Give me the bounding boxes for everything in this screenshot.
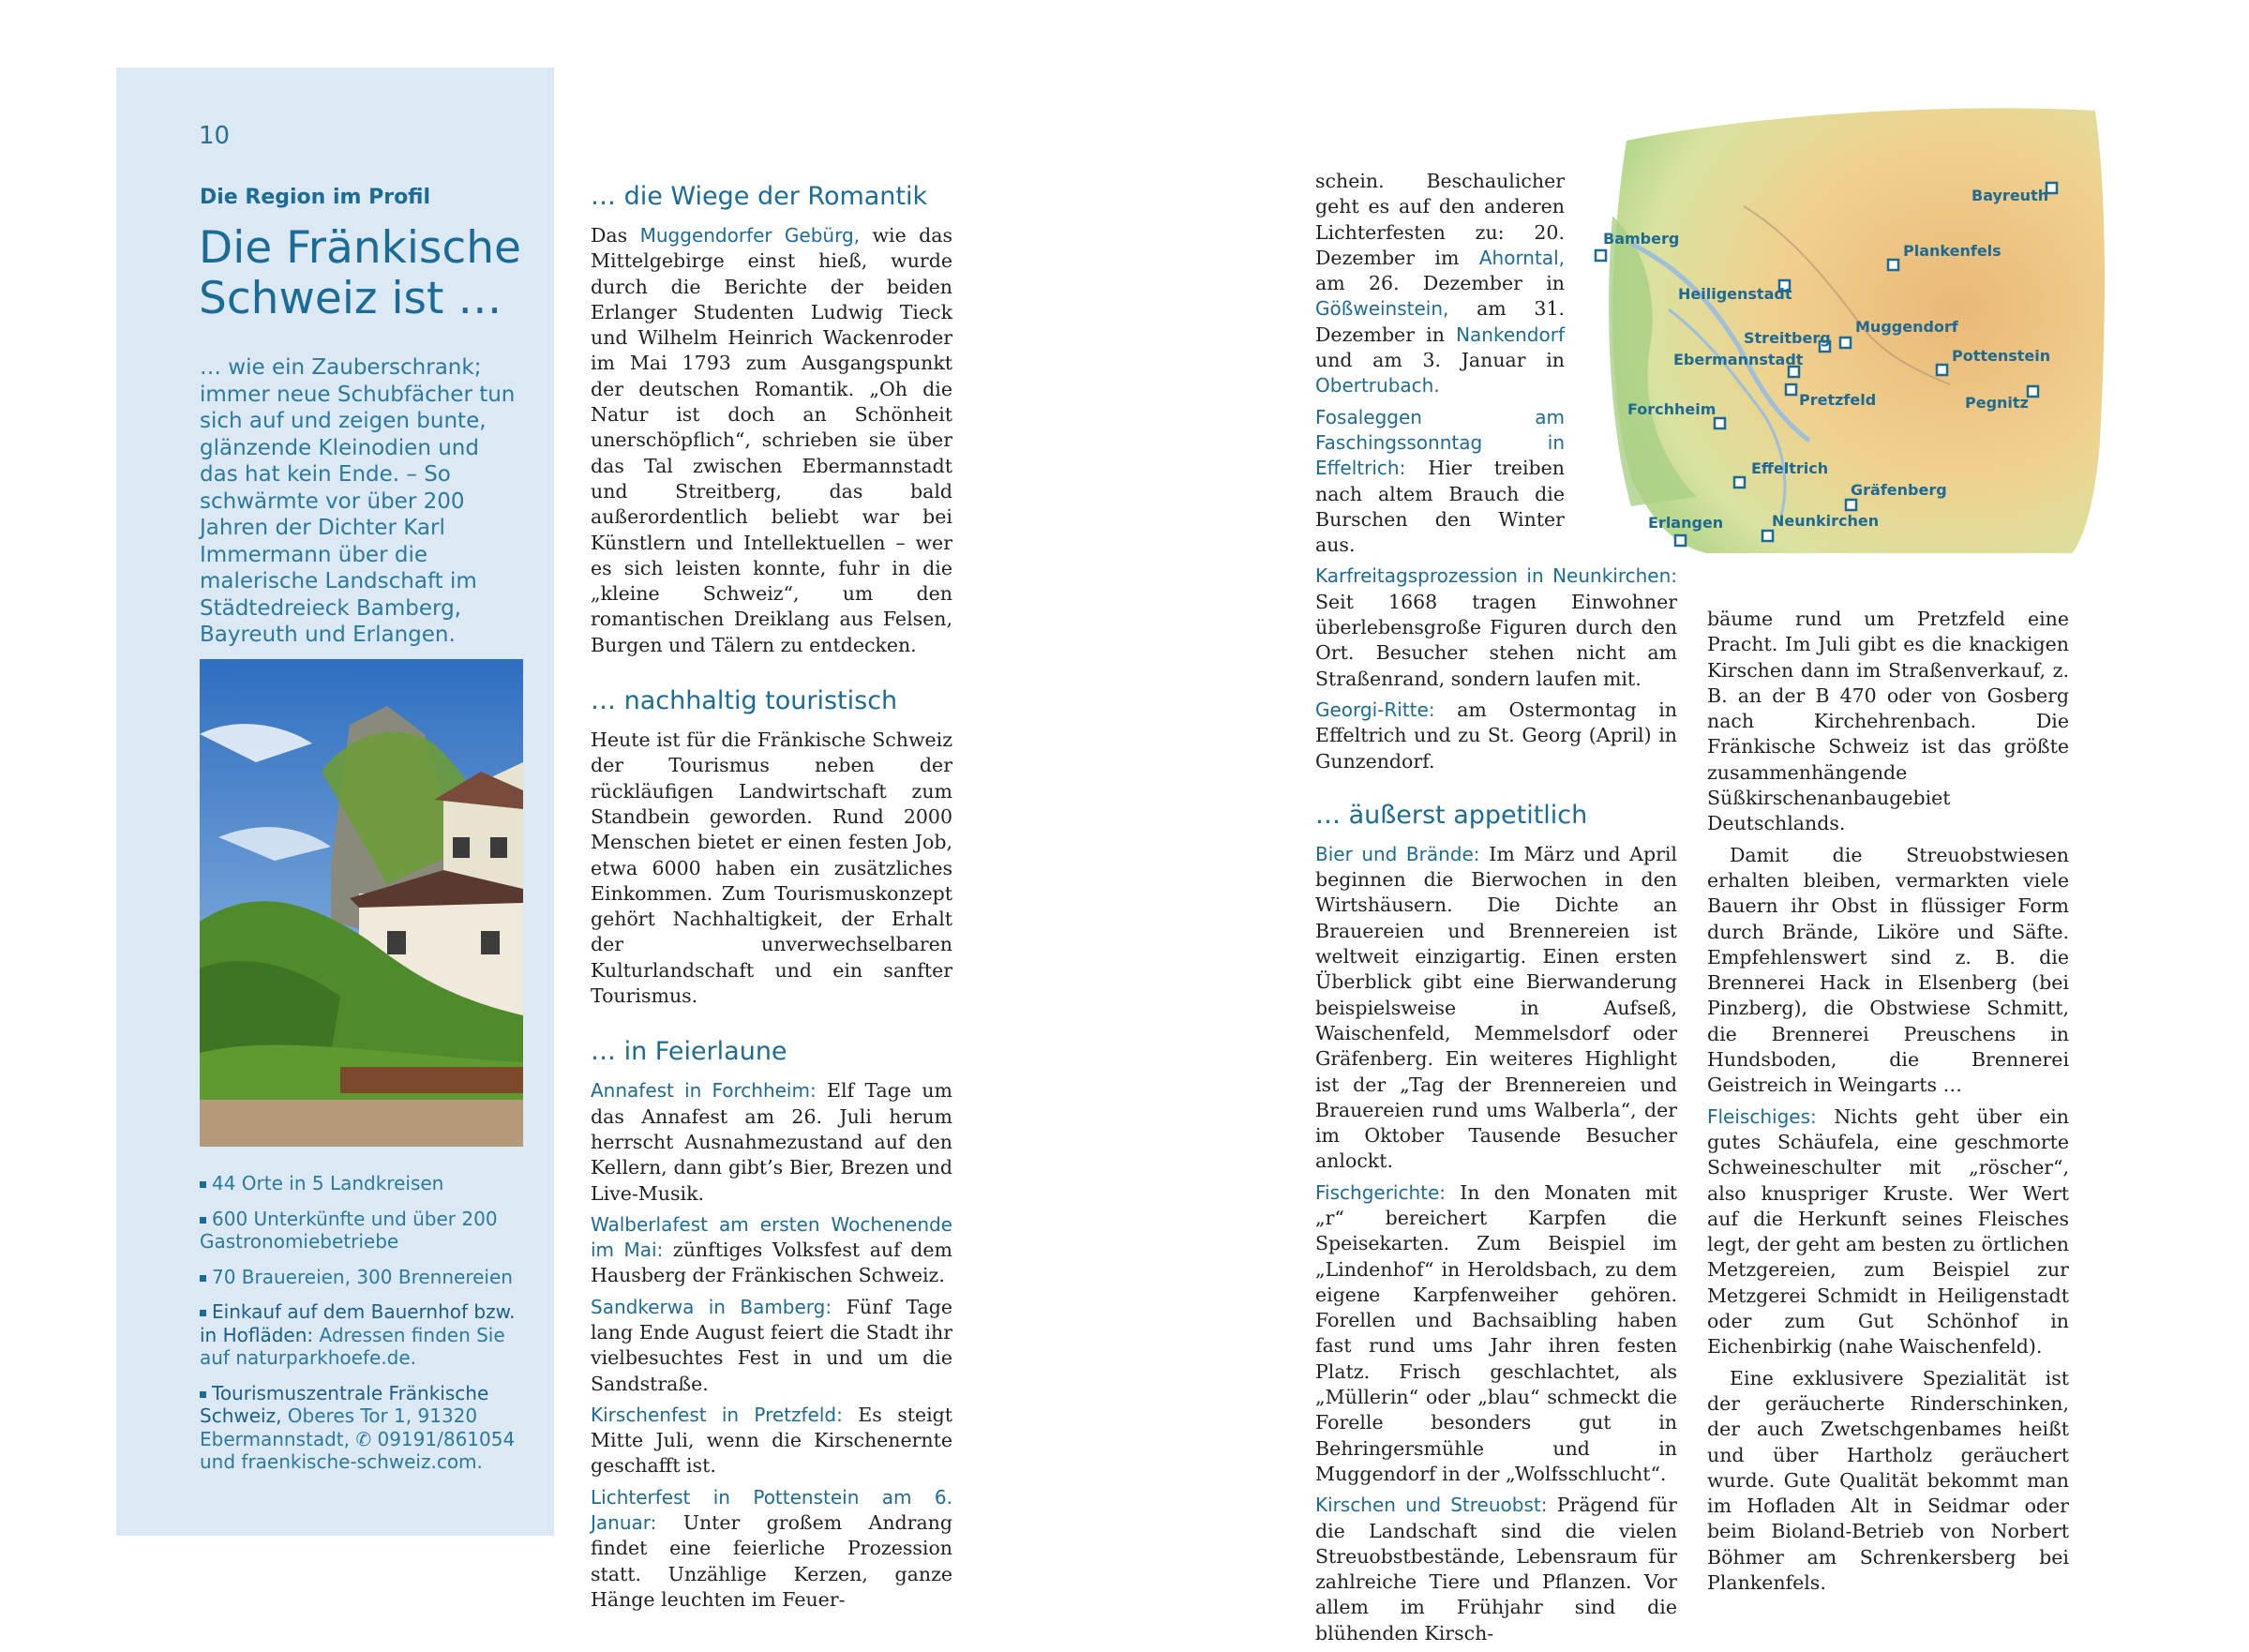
fact-item: 600 Unterkünfte und über 200 Gastronomiebetriebe <box>200 1207 498 1253</box>
fact-item: Tourismuszentrale Fränkische Schweiz, Oberes Tor 1, 91320 Ebermannstadt, ✆ 09191/861054 und fraenkische-schweiz.com. <box>200 1381 516 1473</box>
page-title: Die Fränkische Schweiz ist … <box>199 222 521 324</box>
svg-text:Heiligenstadt: Heiligenstadt <box>1678 285 1792 303</box>
event-item: Sandkerwa in Bamberg: Fünf Tage lang Ende August feiert die Stadt ihr vielbesuchtes Fest in und um die Sandstraße. <box>591 1295 953 1395</box>
fact-item: 44 Orte in 5 Landkreisen <box>200 1172 528 1195</box>
map-marker-bayreuth <box>1972 183 2057 204</box>
svg-text:Bamberg: Bamberg <box>1603 230 1680 248</box>
fact-item: 70 Brauereien, 300 Brennereien <box>200 1266 528 1289</box>
food-item: Kirschen und Streuobst: Prägend für die Landschaft sind die vielen Streuobstbestände, Lebensraum für zahlreiche Tiere und Pflanzen. Vor allem im Frühjahr sind die blühenden Kirsch- <box>1315 1494 1677 1644</box>
svg-text:Pegnitz: Pegnitz <box>1965 394 2029 412</box>
paragraph-romantik: Das Muggendorfer Gebürg, wie das Mittelgebirge einst hieß, wurde durch die Berichte der beiden Erlanger Studenten Ludwig Tieck und Wilhelm Heinrich Wackenroder im Mai 1793 zum Ausgangspunkt der deutschen Romantik. „Oh die Natur ist doch an Schönheit unerschöpflich“, schrieben sie über das Tal zwischen Ebermannstadt und Streitberg, das bald außerordentlich beliebt war bei Künstlern und Intellektuellen – wer es sich leisten konnte, fuhr in die „kleine Schweiz“, um den romantischen Dreiklang aus Felsen, Burgen und Tälern zu entdecken. <box>591 224 953 656</box>
landscape-photo <box>200 659 523 1147</box>
square-bullet-icon <box>200 1391 206 1398</box>
svg-text:Streitberg: Streitberg <box>1744 329 1831 347</box>
event-item: Walberlafest am ersten Wochenende im Mai: zünftiges Volksfest auf dem Hausberg der Fränkischen Schweiz. <box>591 1212 952 1287</box>
paragraph-streuobst: Damit die Streuobstwiesen erhalten bleiben, vermarkten viele Bauern ihr Obst in flüssiger Form durch Brände, Liköre und Säfte. Empfehlenswert sind z. B. die Brennerei Hack in Elsenberg (bei Pinzberg), die Obstwiese Schmitt, die Brennerei Preuschens in Hundsboden, die Brennerei Geistreich in Weingarts … <box>1707 843 2069 1097</box>
text-column-1 <box>591 182 952 1618</box>
event-item: Karfreitagsprozession in Neunkirchen: Seit 1668 tragen Einwohner überlebensgroße Figuren durch den Ort. Besucher stehen nicht am Straßenrand, sondern laufen mit. <box>1315 564 1677 690</box>
svg-text:Effeltrich: Effeltrich <box>1751 459 1829 477</box>
square-bullet-icon <box>200 1217 206 1224</box>
square-bullet-icon <box>200 1181 206 1188</box>
event-item: Kirschenfest in Pretzfeld: Es steigt Mitte Juli, wenn die Kirschenernte geschafft ist. <box>591 1403 953 1478</box>
heading-touristisch: … nachhaltig touristisch <box>591 686 898 716</box>
svg-text:Bayreuth: Bayreuth <box>1972 187 2049 204</box>
svg-text:Plankenfels: Plankenfels <box>1903 242 2002 260</box>
svg-text:Ebermannstadt: Ebermannstadt <box>1673 351 1804 368</box>
paragraph-touristisch: Heute ist für die Fränkische Schweiz der Tourismus neben der rückläufigen Landwirtschaft zum Standbein geworden. Rund 2000 Menschen bietet er einen festen Job, etwa 6000 haben ein zusätzliches Einkommen. Zum Tourismuskonzept gehört Nachhaltigkeit, der Erhalt der unverwechselbaren Kulturlandschaft und ein sanfter Tourismus. <box>591 728 952 1008</box>
paragraph-kirschen: bäume rund um Pretzfeld eine Pracht. Im Juli gibt es die knackigen Kirschen dann im Straßenverkauf, z. B. an der B 470 oder von Gosberg nach Kirchehrenbach. Die Fränkische Schweiz ist das größte zusammenhängende Süßkirschenanbaugebiet Deutschlands. <box>1707 608 2069 835</box>
svg-text:Pretzfeld: Pretzfeld <box>1799 391 1877 409</box>
svg-text:Erlangen: Erlangen <box>1648 514 1724 532</box>
text-column-4 <box>1707 607 2069 1601</box>
paragraph-lichterfeste: schein. Beschaulicher geht es auf den anderen Lichterfesten zu: 20. Dezember im Ahorntal, am 26. Dezember in Gößweinstein, am 31. Dezember in Nankendorf und am 3. Januar in Obertrubach. <box>1315 170 1565 398</box>
svg-text:Muggendorf: Muggendorf <box>1855 318 1958 336</box>
text-column-3 <box>1315 169 1680 1652</box>
heading-romantik: … die Wiege der Romantik <box>591 182 928 211</box>
event-item: Annafest in Forchheim: Elf Tage um das Annafest am 26. Juli herum herrscht Ausnahmezustand auf den Kellern, dann gibt’s Bier, Brezen und Live-Musik. <box>591 1079 952 1205</box>
fact-item: Einkauf auf dem Bauernhof bzw. in Hofläden: Adressen finden Sie auf naturparkhoefe.de. <box>200 1300 516 1369</box>
event-item: Georgi-Ritte: am Ostermontag in Effeltrich und zu St. Georg (April) in Gunzendorf. <box>1315 698 1677 773</box>
fact-list <box>200 1172 528 1486</box>
section-kicker: Die Region im Profil <box>200 186 431 209</box>
svg-text:Forchheim: Forchheim <box>1627 400 1717 418</box>
page-number: 10 <box>199 122 231 150</box>
food-item: Bier und Brände: Im März und April beginnen die Bierwochen in den Wirtshäusern. Die Dichte an Brauereien und Brennereien ist weltweit einzigartig. Einen ersten Überblick gibt eine Bierwanderung beispielsweise in Aufseß, Waischenfeld, Memmelsdorf oder Gräfenberg. Ein weiteres Highlight ist der „Tag der Brennereien und Brauereien rund ums Walberla“, der im Oktober Tausende Besucher anlockt. <box>1315 842 1677 1173</box>
food-item: Fleischiges: Nichts geht über ein gutes Schäufela, eine geschmorte Schweineschulter mit „röscher“, also knuspriger Kruste. Wer Wert auf die Herkunft seines Fleisches legt, der geht am besten zu örtlichen Metzgereien, zum Beispiel zur Metzgerei Schmidt in Heiligenstadt oder zum Gut Schönhof in Eichenbirkig (nahe Waischenfeld). <box>1707 1104 2069 1359</box>
svg-text:Neunkirchen: Neunkirchen <box>1772 512 1880 530</box>
intro-text: … wie ein Zauberschrank; immer neue Schubfächer tun sich auf und zeigen bunte, glänzende Kleinodien und das hat kein Ende. – So schwärmte vor über 200 Jahren der Dichter Karl Immermann über die malerische Landschaft im Städtedreieck Bamberg, Bayreuth und Erlangen. <box>200 355 516 647</box>
event-item: Lichterfest in Pottenstein am 6. Januar: Unter großem Andrang findet eine feierliche Prozession statt. Unzählige Kerzen, ganze Hänge leuchten im Feuer- <box>591 1485 952 1611</box>
svg-text:Pottenstein: Pottenstein <box>1952 347 2051 365</box>
svg-text:Gräfenberg: Gräfenberg <box>1851 481 1947 499</box>
place-link: Muggendorfer Gebürg, <box>639 224 861 247</box>
heading-appetitlich: … äußerst appetitlich <box>1315 800 1588 830</box>
paragraph-rinderschinken: Eine exklusivere Spezialität ist der geräucherte Rinderschinken, der auch Zwetschgenbames heißt und über Hartholz geräuchert wurde. Gute Qualität bekommt man im Hofladen Alt in Seidmar oder beim Bioland-Betrieb von Norbert Böhmer am Schrenkersberg bei Plankenfels. <box>1707 1366 2069 1594</box>
food-item: Fischgerichte: In den Monaten mit „r“ bereichert Karpfen die Speisekarten. Zum Beispiel im „Lindenhof“ in Heroldsbach, zu dem eigene Karpfenweiher gehören. Forellen und Bachsaibling haben fast rund ums Jahr ihren festen Platz. Frisch geschlachtet, als „Müllerin“ oder „blau“ schmeckt die Forelle besonders gut in Behringersmühle und in Muggendorf in der „Wolfsschlucht“. <box>1315 1180 1677 1485</box>
event-item: Fosaleggen am Faschingssonntag in Effeltrich: Hier treiben nach altem Brauch die Burschen den Winter aus. <box>1315 405 1565 557</box>
square-bullet-icon <box>200 1275 206 1282</box>
heading-feierlaune: … in Feierlaune <box>591 1037 787 1067</box>
square-bullet-icon <box>200 1310 206 1316</box>
